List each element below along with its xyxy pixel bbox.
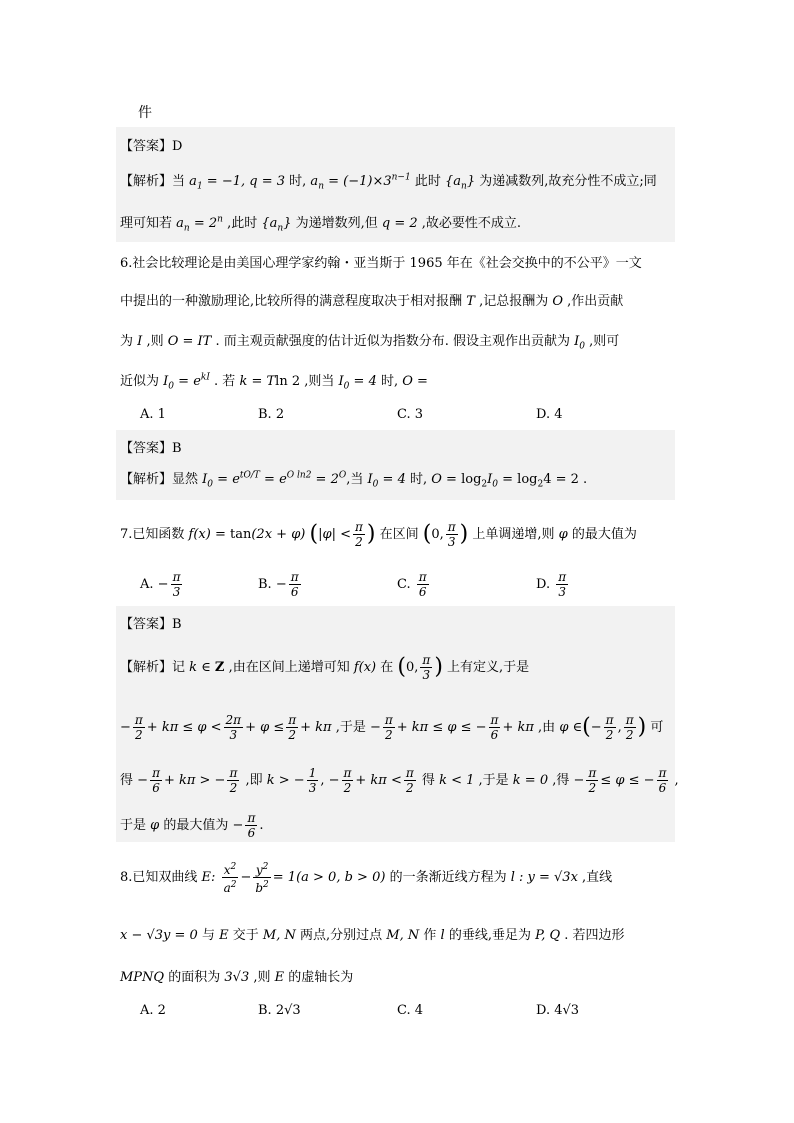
q6-stem-line-3: 为 I ,则 O = IT . 而主观贡献强度的估计近似为指数分布. 假设主观作出贡献为 $I_0$ ,则可 <box>120 334 620 352</box>
q5-analysis-line-1: 【解析】当 $a_1 = -1$, q = 3 时, $a_n = (-1)\times 3^{n-1}$ 此时 $\{a_n\}$ 为递减数列,故充分性不成立;同 <box>120 172 657 192</box>
q7-analysis-line-1: 【解析】记 k ∈ Z ,由在区间上递增可知 f(x) 在 (0, $\frac{\pi}{3}$ ) 上有定义,于是 <box>120 653 530 682</box>
q7-answer: 【答案】B <box>120 617 182 632</box>
q8-stem-line-2: x − √3y = 0 与 E 交于 M, N 两点,分别过点 M, N 作 l 的垂线,垂足为 P, Q . 若四边形 <box>120 928 625 943</box>
continued-fragment: 件 <box>138 105 152 121</box>
q7-option-b: B. − $\frac{\pi}{6}$ <box>258 570 299 599</box>
q8-option-b: B. 2√3 <box>258 1003 301 1018</box>
q5-analysis-line-2: 理可知若 $a_n = 2^n$ ,此时 $\{a_n\}$ 为递增数列,但 q = 2 ,故必要性不成立. <box>120 214 522 234</box>
q8-stem-line-3: MPNQ 的面积为 3√3 ,则 E 的虚轴长为 <box>120 970 354 985</box>
q8-option-d: D. 4√3 <box>536 1003 580 1018</box>
q6-stem-line-4: 近似为 $I_0 = e^{kI}$ . 若 k = Tln 2 ,则当 $I_0 = 4$ 时, O = <box>120 372 428 392</box>
q8-stem-line-1: 8.已知双曲线 E: $\frac{x^2}{a^2}$ − $\frac{y^2}{b^2}$ = 1(a > 0, b > 0) 的一条渐近线方程为 l : y = √3x ,直线 <box>120 862 613 895</box>
q7-analysis-line-4: 于是 φ 的最大值为 − $\frac{\pi}{6}$ . <box>120 811 264 840</box>
q6-stem-line-2: 中提出的一种激励理论,比较所得的满意程度取决于相对报酬 T ,记总报酬为 O ,作出贡献 <box>120 294 624 309</box>
q7-stem: 7.已知函数 f(x) = tan(2x + φ) (|φ| < $\frac{\pi}{2}$ ) 在区间 (0, $\frac{\pi}{3}$ ) 上单调递增,则 φ 的最大值为 <box>120 520 637 549</box>
q6-stem-line-1: 6.社会比较理论是由美国心理学家约翰・亚当斯于 1965 年在《社会交换中的不公平》一文 <box>120 256 642 271</box>
q7-option-d: D. $\frac{\pi}{3}$ <box>536 570 567 599</box>
q6-option-b: B. 2 <box>258 407 285 422</box>
q6-option-c: C. 3 <box>397 407 424 422</box>
q6-analysis: 【解析】显然 $I_0 = e^{tO/T} = e^{O ln2} = 2^O$,当 $I_0 = 4$ 时, $O = \log_2I_0 = \log_24 = 2$ . <box>120 470 588 490</box>
q7-option-c: C. $\frac{\pi}{6}$ <box>397 570 427 599</box>
q5-answer: 【答案】D <box>120 139 183 154</box>
q6-answer: 【答案】B <box>120 441 182 456</box>
q6-option-d: D. 4 <box>536 407 563 422</box>
q6-option-a: A. 1 <box>140 407 166 422</box>
q8-option-a: A. 2 <box>140 1003 166 1018</box>
q8-option-c: C. 4 <box>397 1003 424 1018</box>
q7-analysis-line-3: 得 − $\frac{\pi}{6}$ + kπ > − $\frac{\pi}{2}$ ,即 k > − $\frac{1}{3}$ , − $\frac{\pi}{2}$ + kπ < $\frac{\pi}{2}$ 得 k < 1 ,于是 k = 0 ,得 − $\frac{\pi}{2}$ ≤ φ ≤ − $\frac{\pi}{6}$ , <box>120 766 679 795</box>
q7-analysis-line-2: − $\frac{\pi}{2}$ + kπ ≤ φ < $\frac{2\pi}{3}$ + φ ≤ $\frac{\pi}{2}$ + kπ ,于是 − $\frac{\pi}{2}$ + kπ ≤ φ ≤ − $\frac{\pi}{6}$ + kπ ,由 φ ∈(− $\frac{\pi}{2}$ , $\frac{\pi}{2}$ ) 可 <box>120 713 664 742</box>
q7-option-a: A. − $\frac{\pi}{3}$ <box>140 570 181 599</box>
